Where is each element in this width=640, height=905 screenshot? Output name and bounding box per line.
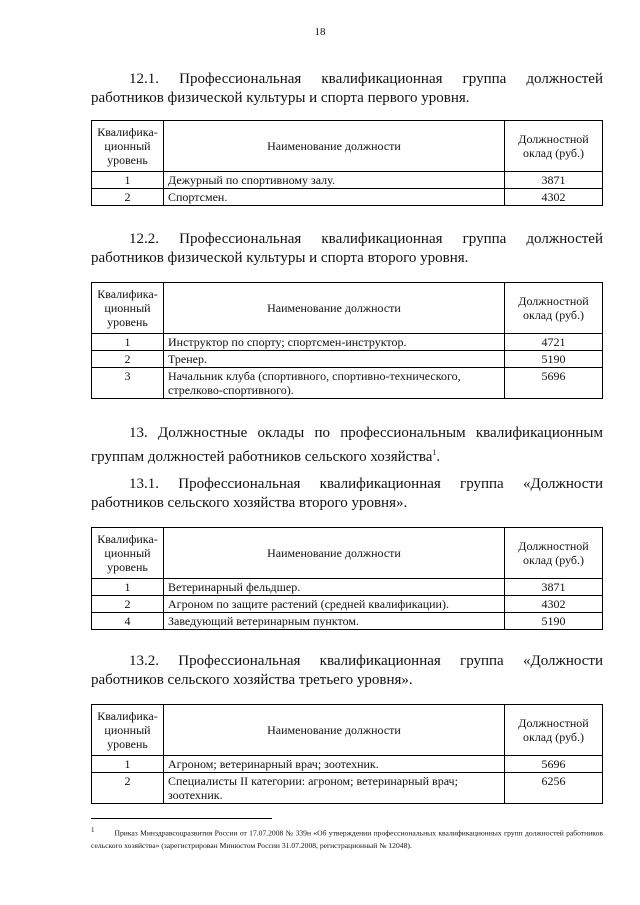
header-salary: Должностной оклад (руб.) (505, 283, 603, 334)
header-level: Квалифика- ционный уровень (92, 528, 164, 579)
footnote (91, 824, 603, 852)
header-level: Квалифика- ционный уровень (92, 121, 164, 172)
table-row (92, 334, 603, 351)
table-row (92, 596, 603, 613)
table-header-row (92, 528, 603, 579)
table-header-row (92, 121, 603, 172)
table-header-row (92, 283, 603, 334)
cell-level: 1 (92, 172, 164, 189)
table-row (92, 351, 603, 368)
header-salary: Должностной оклад (руб.) (505, 528, 603, 579)
cell-name: Заведующий ветеринарным пунктом. (164, 613, 505, 630)
header-level: Квалифика- ционный уровень (92, 283, 164, 334)
header-name: Наименование должности (164, 283, 505, 334)
table-header-row (92, 705, 603, 756)
section-12-2-heading (91, 230, 603, 268)
cell-salary: 4302 (505, 596, 603, 613)
page-number: 18 (314, 26, 326, 38)
header-name: Наименование должности (164, 528, 505, 579)
table-row (92, 368, 603, 399)
cell-name: Дежурный по спортивному залу. (164, 172, 505, 189)
cell-name: Спортсмен. (164, 189, 505, 206)
section-12-1-heading (91, 70, 603, 108)
cell-name: Специалисты II категории: агроном; ветеринарный врач; зоотехник. (164, 773, 505, 804)
cell-level: 4 (92, 613, 164, 630)
cell-salary: 5190 (505, 351, 603, 368)
section-13-1-heading (91, 475, 603, 513)
cell-level: 2 (92, 351, 164, 368)
cell-level: 2 (92, 189, 164, 206)
cell-level: 1 (92, 756, 164, 773)
header-salary: Должностной оклад (руб.) (505, 705, 603, 756)
cell-salary: 3871 (505, 172, 603, 189)
cell-salary: 5190 (505, 613, 603, 630)
section-13-heading: 13. Должностные оклады по профессиональным квалификационным группам должностей работников сельского хозяйства$^1$. (91, 425, 603, 465)
cell-salary: 5696 (505, 756, 603, 773)
table-row (92, 189, 603, 206)
cell-level: 1 (92, 334, 164, 351)
table-13-2 (91, 704, 603, 804)
table-row (92, 613, 603, 630)
cell-level: 3 (92, 368, 164, 399)
footnote-number: 1 (91, 826, 95, 834)
header-name: Наименование должности (164, 121, 505, 172)
cell-level: 2 (92, 773, 164, 804)
section-heading-text: 12.1. Профессиональная квалификационная группа должностей работников физической культуры и спорта первого уровня. (91, 71, 603, 106)
cell-name: Начальник клуба (спортивного, спортивно-технического, стрелково-спортивного). (164, 368, 505, 399)
cell-name: Инструктор по спорту; спортсмен-инструктор. (164, 334, 505, 351)
footnote-text: Приказ Минздравсоцразвития России от 17.07.2008 № 339н «Об утверждении профессиональных квалификационных групп должностей работников сельского хозяйства» (зарегистрирован Минюстом России 31.07.2008, регистрационный № 12048). (91, 828, 603, 850)
table-13-1 (91, 527, 603, 630)
footnote-divider (91, 818, 272, 819)
cell-salary: 4721 (505, 334, 603, 351)
cell-salary: 4302 (505, 189, 603, 206)
table-row (92, 756, 603, 773)
footnote-mark: 1 (432, 448, 437, 457)
table-12-1 (91, 120, 603, 206)
cell-name: Ветеринарный фельдшер. (164, 579, 505, 596)
section-13-2-heading (91, 652, 603, 690)
header-salary: Должностной оклад (руб.) (505, 121, 603, 172)
cell-level: 2 (92, 596, 164, 613)
section-heading-text: 12.2. Профессиональная квалификационная группа должностей работников физической культуры и спорта второго уровня. (91, 231, 603, 266)
table-row (92, 773, 603, 804)
cell-name: Агроном по защите растений (средней квалификации). (164, 596, 505, 613)
cell-salary: 6256 (505, 773, 603, 804)
header-level: Квалифика- ционный уровень (92, 705, 164, 756)
cell-salary: 3871 (505, 579, 603, 596)
cell-level: 1 (92, 579, 164, 596)
cell-name: Тренер. (164, 351, 505, 368)
header-name: Наименование должности (164, 705, 505, 756)
cell-salary: 5696 (505, 368, 603, 399)
table-12-2 (91, 282, 603, 399)
section-heading-text: 13.2. Профессиональная квалификационная группа «Должности работников сельского хозяйства третьего уровня». (91, 653, 603, 688)
cell-name: Агроном; ветеринарный врач; зоотехник. (164, 756, 505, 773)
section-heading-text: 13. Должностные оклады по профессиональным квалификационным группам должностей работников сельского хозяйства (91, 425, 603, 465)
table-row (92, 172, 603, 189)
table-row (92, 579, 603, 596)
section-heading-text: 13.1. Профессиональная квалификационная группа «Должности работников сельского хозяйства второго уровня». (91, 476, 603, 511)
